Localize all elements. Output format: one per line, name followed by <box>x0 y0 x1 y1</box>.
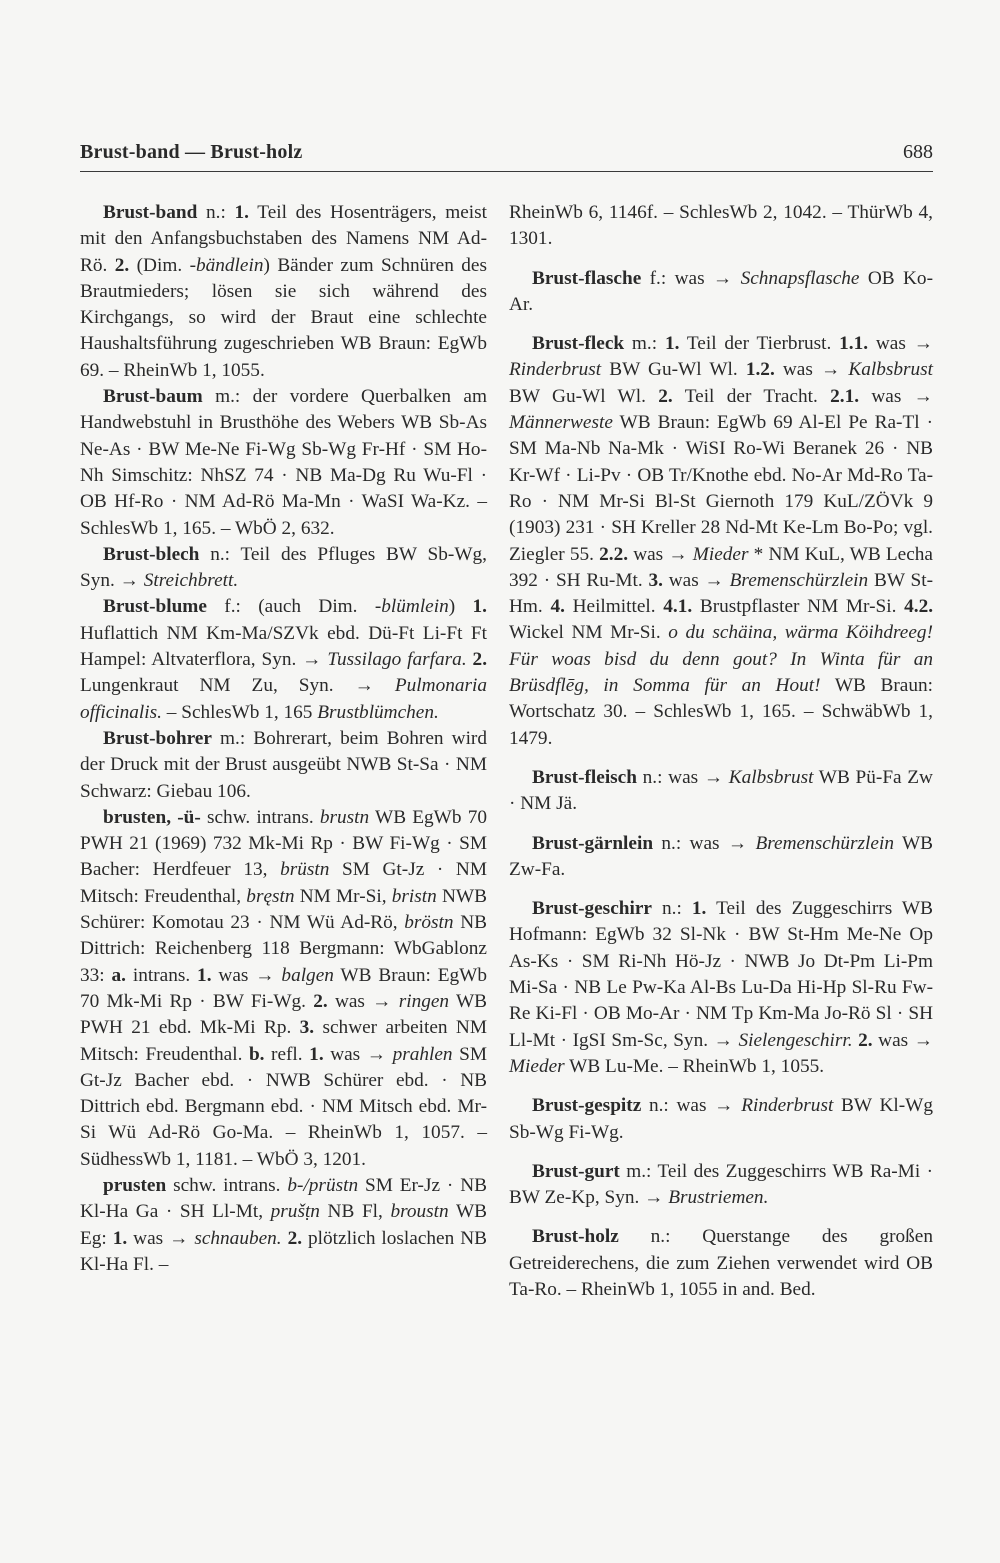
entry-text: was → <box>127 1227 195 1249</box>
dictionary-entry <box>509 266 933 319</box>
entry-text: NM Mr-Si, <box>294 885 392 907</box>
entry-text: m.: <box>624 333 665 355</box>
entry-text: refl. <box>264 1043 310 1065</box>
dictionary-entry <box>80 726 487 805</box>
entry-text: Heilmittel. <box>564 596 664 618</box>
entry-sense-number: 1. <box>234 202 249 223</box>
entry-text: (Dim. <box>129 254 190 276</box>
entry-text: n.: <box>197 202 235 223</box>
entry-text: schw. intrans. <box>200 806 320 828</box>
entry-sense-number: 4.1. <box>663 596 693 618</box>
entry-italic-text: schnauben. <box>194 1227 282 1249</box>
entry-text: WB Braun: Wortschatz 30. – SchlesWb 1, 165. – SchwäbWb 1, 1479. <box>509 675 933 749</box>
entry-text: was → <box>859 385 933 407</box>
entry-text: RheinWb 6, 1146f. – SchlesWb 2, 1042. – ThürWb 4, 1301. <box>509 202 933 250</box>
entry-text: Teil des Zuggeschirrs WB Hofmann: EgWb 32 Sl-Nk · BW St-Hm Me-Ne Op As-Ks · SM Ri-Nh Hö-Jz · NWB Jo Dt-Pm Li-Pm Mi-Sa · NB Le Pw-Ka Al-Bs Lu-Da Hi-Hp Sl-Ru Fw-Re Ki-Fl · OB Mo-Ar · NM Tp Km-Ma Jo-Rö Sl · SH Ll-Mt · IgSI Sm-Sc, Syn. → <box>509 898 933 1051</box>
entry-text: schwer arbeiten NM Mitsch: Freudenthal. <box>80 1017 487 1065</box>
dictionary-entry <box>509 200 933 253</box>
left-column <box>80 200 487 1278</box>
entry-sense-number: 2. <box>313 990 328 1012</box>
entry-text: Huflattich NM Km-Ma/SZVk ebd. Dü-Ft Li-Ft Ft Hampel: Altvaterflora, Syn. → <box>80 622 487 671</box>
entry-text: SM Gt-Jz · NM Mitsch: Freudenthal, <box>80 859 487 907</box>
entry-text: Brustpflaster NM Mr-Si. <box>692 596 905 618</box>
entry-text: – SchlesWb 1, 165 <box>161 701 318 723</box>
entry-italic-text: Kalbsbrust <box>848 359 934 381</box>
entry-text: n.: was → <box>653 832 756 854</box>
entry-sense-number: 2. <box>287 1227 303 1249</box>
entry-italic-text: Männerweste <box>509 412 613 434</box>
entry-text: WB Zw-Fa. <box>509 832 934 880</box>
entry-text: f.: (auch Dim. <box>206 596 375 618</box>
entry-text: * NM KuL, WB Lecha 392 · SH Ru-Mt. <box>509 543 933 591</box>
entry-italic-text: ringen <box>398 990 450 1012</box>
entry-text: WB PWH 21 ebd. Mk-Mi Rp. <box>80 990 487 1039</box>
entry-headword: Brust-holz <box>532 1226 619 1248</box>
entry-italic-text: Sielengeschirr. <box>738 1029 853 1051</box>
entry-sense-number: 1. <box>472 596 487 618</box>
entry-sense-number: 1. <box>197 964 212 986</box>
dictionary-entry <box>509 1159 933 1212</box>
entry-headword: Brust-blech <box>103 543 200 565</box>
entry-text: WB Pü-Fa Zw · NM Jä. <box>509 766 933 815</box>
entry-headword: Brust-gespitz <box>532 1095 642 1117</box>
entry-italic-text: b-/prüstn <box>287 1174 359 1196</box>
entry-text: Lungenkraut NM Zu, Syn. → <box>80 675 395 697</box>
entry-text: Teil der Tracht. <box>672 385 831 407</box>
entry-text: NWB Schürer: Komotau 23 · NM Wü Ad-Rö, <box>80 885 487 934</box>
entry-text: n.: was → <box>641 1095 742 1117</box>
entry-text: OB Ko-Ar. <box>509 267 933 315</box>
entry-italic-text: Bremenschürzlein <box>755 832 894 854</box>
entry-text: WB EgWb 70 PWH 21 (1969) 732 Mk-Mi Rp · BW Fi-Wg · SM Bacher: Herdfeuer 13, <box>80 806 488 881</box>
running-head <box>80 141 933 172</box>
entry-italic-text: Kalbsbrust <box>728 766 814 788</box>
dictionary-entry <box>80 594 487 725</box>
entry-text: NB Fl, <box>319 1201 391 1223</box>
dictionary-entry <box>80 1173 487 1278</box>
entry-italic-text: broustn <box>390 1201 449 1223</box>
entry-text: NB Dittrich: Reichenberg 118 Bergmann: WbGablonz 33: <box>80 912 487 986</box>
entry-text: Wickel NM Mr-Si. <box>509 622 669 644</box>
entry-text: plötzlich loslachen NB Kl-Ha Fl. – <box>80 1227 487 1275</box>
dictionary-entry <box>509 1224 933 1303</box>
entry-text: was → <box>323 1043 393 1065</box>
entry-headword: brusten, -ü- <box>103 806 201 828</box>
entry-text: Teil des Hosenträgers, meist mit den Anfangsbuchstaben des Namens NM Ad-Rö. <box>80 202 488 276</box>
entry-text: was → <box>327 990 399 1012</box>
entry-headword: Brust-fleck <box>532 333 625 355</box>
entry-text: was → <box>662 569 730 591</box>
entry-sense-number: 3. <box>648 569 663 591</box>
entry-italic-text: brustn <box>319 806 370 828</box>
entry-italic-text: balgen <box>281 964 334 986</box>
entry-sense-number: 2. <box>472 649 488 671</box>
dictionary-entry <box>509 831 933 884</box>
right-column <box>509 200 933 1316</box>
dictionary-entry <box>80 200 487 384</box>
entry-headword: Brust-gurt <box>532 1160 620 1182</box>
entry-text: m.: Teil des Zuggeschirrs WB Ra-Mi · BW Ze-Kp, Syn. → <box>509 1160 933 1209</box>
entry-italic-text: brüstn <box>280 859 330 881</box>
entry-sense-number: b. <box>248 1043 265 1065</box>
dictionary-entry <box>509 1093 933 1146</box>
entry-text: was → <box>211 964 282 986</box>
entry-italic-text: Rinderbrust <box>741 1095 834 1117</box>
entry-text: f.: was → <box>641 267 741 289</box>
entry-sense-number: 4.2. <box>904 596 934 618</box>
entry-text: BW Kl-Wg Sb-Wg Fi-Wg. <box>509 1095 933 1143</box>
entry-italic-text: bröstn <box>404 912 454 934</box>
entry-text: was → <box>868 333 933 355</box>
entry-headword: Brust-gärnlein <box>532 832 654 854</box>
entry-italic-text: Bremenschürzlein <box>729 569 869 591</box>
dictionary-entry <box>509 331 933 752</box>
entry-italic-text: Rinderbrust <box>509 359 602 381</box>
entry-text: m.: der vordere Querbalken am Handwebstuhl in Brusthöhe des Webers WB Sb-As Ne-As · BW Me-Ne Fi-Wg Sb-Wg Fr-Hf · SM Ho-Nh Simschitz: NhSZ 74 · NB Ma-Dg Ru Wu-Fl · OB Hf-Ro · NM Ad-Rö Ma-Mn · WaSI Wa-Kz. – SchlesWb 1, 165. – WbÖ 2, 632. <box>80 386 487 539</box>
entry-text: WB Eg: <box>80 1201 488 1249</box>
entry-sense-number: 4. <box>550 596 565 618</box>
page-number: 688 <box>903 141 933 163</box>
entry-headword: Brust-geschirr <box>532 898 652 920</box>
entry-text: BW Gu-Wl Wl. <box>509 385 659 407</box>
running-head-title: Brust-band — Brust-holz <box>80 141 303 163</box>
entry-text: BW Gu-Wl Wl. <box>601 359 746 381</box>
entry-text: WB Lu-Me. – RheinWb 1, 1055. <box>564 1055 825 1077</box>
entry-text: SM Er-Jz · NB Kl-Ha Ga · SH Ll-Mt, <box>80 1174 488 1223</box>
dictionary-entry <box>80 805 487 1173</box>
entry-italic-text: Pulmonaria officinalis. <box>80 675 487 723</box>
entry-italic-text: -bändlein <box>189 254 264 276</box>
dictionary-entry <box>509 765 933 818</box>
entry-italic-text: Mieder <box>509 1055 565 1077</box>
entry-sense-number: 2. <box>114 254 130 276</box>
entry-text: SM Gt-Jz Bacher ebd. · NWB Schürer ebd. · NB Dittrich ebd. Bergmann ebd. · NM Mitsch ebd. Mr-Si Wü Ad-Rö Go-Ma. – RheinWb 1, 1057. – SüdhessWb 1, 1181. – WbÖ 3, 1201. <box>80 1043 487 1170</box>
entry-italic-text: Mieder <box>692 543 749 565</box>
entry-italic-text: Streichbrett. <box>143 570 239 592</box>
entry-text: n.: Teil des Pfluges BW Sb-Wg, Syn. → <box>80 543 487 592</box>
entry-sense-number: 1.2. <box>745 359 775 381</box>
dictionary-entry <box>80 542 487 595</box>
entry-italic-text: Tussilago farfara. <box>327 649 467 671</box>
entry-text: WB Braun: EgWb 70 Mk-Mi Rp · BW Fi-Wg. <box>80 964 487 1012</box>
entry-sense-number: 3. <box>299 1017 315 1039</box>
entry-text: n.: was → <box>636 766 729 788</box>
entry-sense-number: 2.1. <box>830 385 860 407</box>
entry-text: intrans. <box>125 964 198 986</box>
entry-text: schw. intrans. <box>166 1174 288 1196</box>
entry-text: m.: Bohrerart, beim Bohren wird der Druck mit der Brust ausgeübt NWB St-Sa · NM Schwarz: Giebau 106. <box>80 727 487 802</box>
entry-text: ) Bänder zum Schnüren des Brautmieders; lösen sie sich während des Kirchgangs, so wird der Braut eine schlechte Haushaltsführung zugeschrieben WB Braun: EgWb 69. – RheinWb 1, 1055. <box>80 254 487 381</box>
entry-sense-number: 2. <box>658 385 673 407</box>
entry-sense-number: 1. <box>691 898 707 920</box>
entry-italic-text: -blümlein <box>374 596 449 618</box>
entry-sense-number: 1. <box>309 1043 324 1065</box>
entry-headword: Brust-band <box>103 202 198 223</box>
entry-italic-text: bręstn <box>246 885 295 907</box>
entry-headword: prusten <box>103 1174 167 1196</box>
entry-text: n.: Querstange des großen Getreiderechens, die zum Ziehen verwendet wird OB Ta-Ro. – RheinWb 1, 1055 in and. Bed. <box>509 1226 933 1300</box>
entry-italic-text: bristn <box>391 885 437 907</box>
entry-headword: Brust-fleisch <box>532 766 637 788</box>
entry-text: was → <box>872 1029 933 1051</box>
entry-sense-number: a. <box>111 964 126 986</box>
entry-text: was → <box>774 359 849 381</box>
entry-sense-number: 2. <box>858 1029 873 1051</box>
entry-text: n.: <box>651 898 692 920</box>
entry-headword: Brust-baum <box>103 386 203 408</box>
entry-text: ) <box>448 596 473 618</box>
entry-sense-number: 1. <box>112 1227 128 1249</box>
entry-italic-text: prušṭn <box>270 1201 320 1223</box>
entry-italic-text: Brustriemen. <box>668 1187 769 1209</box>
entry-text: WB Braun: EgWb 69 Al-El Pe Ra-Tl · SM Ma-Nb Na-Mk · WiSI Ro-Wi Beranek 26 · NB Kr-Wf · Li-Pv · OB Tr/Knothe ebd. No-Ar Md-Ro Ta-Ro · NM Mr-Si Bl-St Giernoth 179 KuL/ZÖVk 9 (1903) 231 · SH Kreller 28 Nd-Mt Ke-Lm Bo-Po; vgl. Ziegler 55. <box>509 412 933 565</box>
entry-italic-text: Schnapsflasche <box>740 267 860 289</box>
entry-text: BW St-Hm. <box>509 569 934 618</box>
entry-headword: Brust-bohrer <box>103 727 212 749</box>
entry-headword: Brust-blume <box>103 596 207 618</box>
entry-italic-text: prahlen <box>392 1043 453 1065</box>
entry-italic-text: Brustblümchen. <box>317 701 439 723</box>
entry-italic-text: o du schäina, wärma Köihdreeg! Für woas bisd du denn gout? In Winta für an Brüsdflēg, in Somma für an Hout! <box>509 622 933 697</box>
entry-sense-number: 1. <box>664 333 680 355</box>
entry-text: was → <box>628 543 693 565</box>
dictionary-entry <box>509 896 933 1080</box>
entry-text: Teil der Tierbrust. <box>679 333 840 355</box>
entry-sense-number: 1.1. <box>839 333 869 355</box>
entry-headword: Brust-flasche <box>532 267 642 289</box>
entry-sense-number: 2.2. <box>599 543 629 565</box>
dictionary-entry <box>80 384 487 542</box>
